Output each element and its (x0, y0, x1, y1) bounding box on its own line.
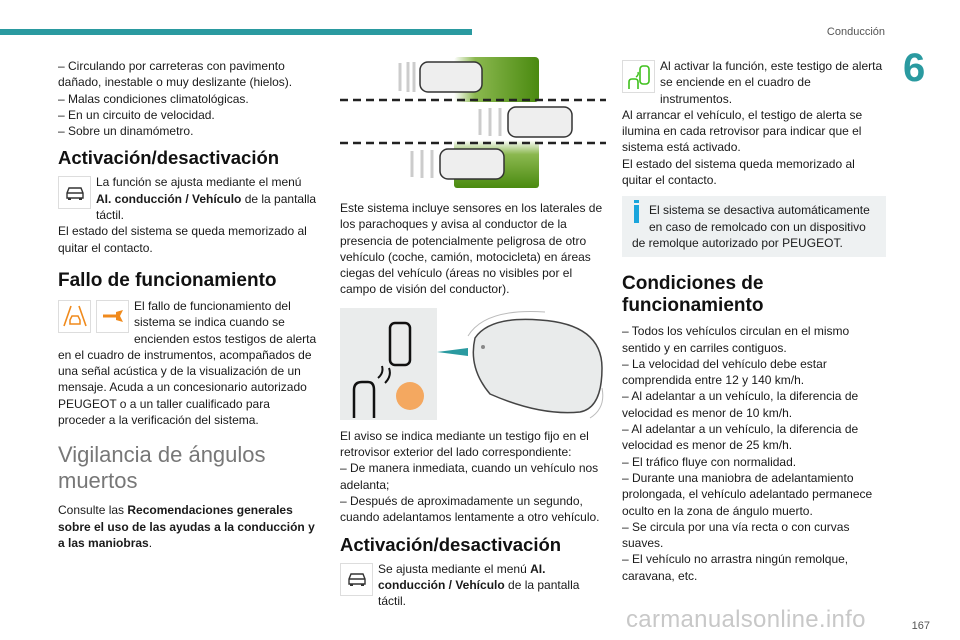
bullet: – Sobre un dinamómetro. (58, 124, 194, 139)
activation-text: La función se ajusta mediante el menú AI. conducción / Vehículo de la pantalla táctil. (96, 175, 317, 223)
heading-blind-spot: Vigilancia de ángulos muertos (58, 442, 266, 494)
condition: – Durante una maniobra de adelantamiento prolongada, el vehículo adelantado permanece oculto en la zona de ángulo muerto. (622, 470, 873, 518)
info-text: El sistema se desactiva automáticamente en caso de remolcado con un dispositivo de remolque autorizado por PEUGEOT. (632, 203, 870, 250)
warning-light (396, 382, 424, 410)
condition: – Al adelantar a un vehículo, la diferencia de velocidad es menor de 25 km/h. (622, 422, 859, 453)
car-menu-icon (58, 176, 91, 209)
left-column (58, 58, 320, 551)
bullet: – Malas condiciones climatológicas. (58, 91, 249, 106)
bullet: – En un circuito de velocidad. (58, 107, 215, 122)
warning-line: – De manera inmediata, cuando un vehículo nos adelanta; (340, 461, 599, 492)
condition: – Al adelantar a un vehículo, la diferencia de velocidad es menor de 10 km/h. (622, 389, 859, 420)
right-line: Al arrancar el vehículo, el testigo de alerta se ilumina en cada retrovisor para indicar que el sistema está activado. (622, 107, 863, 155)
system-intro: Este sistema incluye sensores en los laterales de los parachoques y avisa al conductor de la presencia de potencialmente peligrosa de otro vehículo (coche, camión, motocicleta) en áreas ciegas del vehículo (áreas no visibles por el campo de visión del conductor). (340, 201, 603, 297)
heading-activation-2: Activación/desactivación (340, 533, 562, 555)
page-number: 167 (911, 620, 930, 632)
condition: – Todos los vehículos circulan en el mismo sentido y en carriles contiguos. (622, 324, 850, 355)
activation-memo: El estado del sistema se queda memorizado al quitar el contacto. (58, 224, 307, 255)
car-icon (480, 107, 572, 137)
condition: – El tráfico fluye con normalidad. (622, 454, 797, 469)
section-title: Conducción (826, 26, 885, 38)
blind-spot-diagram (340, 55, 606, 190)
right-column (622, 58, 886, 584)
condition: – La velocidad del vehículo debe estar comprendida entre 12 y 140 km/h. (622, 356, 827, 388)
lamp-text: Al activar la función, este testigo de alerta se enciende en el cuadro de instrumentos. (660, 59, 883, 106)
chapter-number: 6 (903, 46, 926, 90)
mirror-diagram (340, 308, 606, 420)
warning-line: – Después de aproximadamente un segundo, cuando adelantamos lentamente a otro vehículo. (340, 493, 600, 525)
heading-fault: Fallo de funcionamiento (58, 269, 277, 291)
right-line: El estado del sistema queda memorizado al quitar el contacto. (622, 156, 855, 188)
condition: – El vehículo no arrastra ningún remolque, caravana, etc. (622, 552, 849, 583)
middle-column (340, 55, 606, 609)
lane-warning-icon (58, 300, 91, 333)
car-icon (412, 149, 504, 179)
blind-spot-lamp-icon (622, 60, 655, 93)
bullet: – Circulando por carreteras con pavimento dañado, inestable o muy deslizante (hielos). (58, 59, 293, 90)
see-recommendations: Consulte las Recomendaciones generales sobre el uso de las ayudas a la conducción y a las maniobras. (58, 503, 315, 550)
heading-conditions: Condiciones de funcionamiento (622, 273, 764, 317)
wrench-icon (96, 300, 129, 333)
fault-text: El fallo de funcionamiento del sistema se indica cuando se encienden estos testigos de alerta en el cuadro de instrumentos, acompañados de una señal acústica y de la visualización de un mensaje. Acuda a un concesionario autorizado PEUGEOT o a un taller cualificado para proceder a la verificación del sistema. (58, 298, 317, 428)
heading-activation: Activación/desactivación (58, 147, 280, 169)
condition: – Se circula por una vía recta o con curvas suaves. (622, 519, 850, 551)
car-icon (400, 62, 482, 92)
warning-line: El aviso se indica mediante un testigo fijo en el retrovisor exterior del lado correspondiente: (340, 428, 589, 460)
watermark: carmanualsonline.info (626, 606, 866, 633)
info-box (622, 196, 886, 257)
info-icon (634, 205, 639, 223)
header-bar (0, 29, 472, 35)
activation-text-2: Se ajusta mediante el menú AI. conducción / Vehículo de la pantalla táctil. (378, 561, 580, 609)
car-menu-icon (340, 563, 373, 596)
